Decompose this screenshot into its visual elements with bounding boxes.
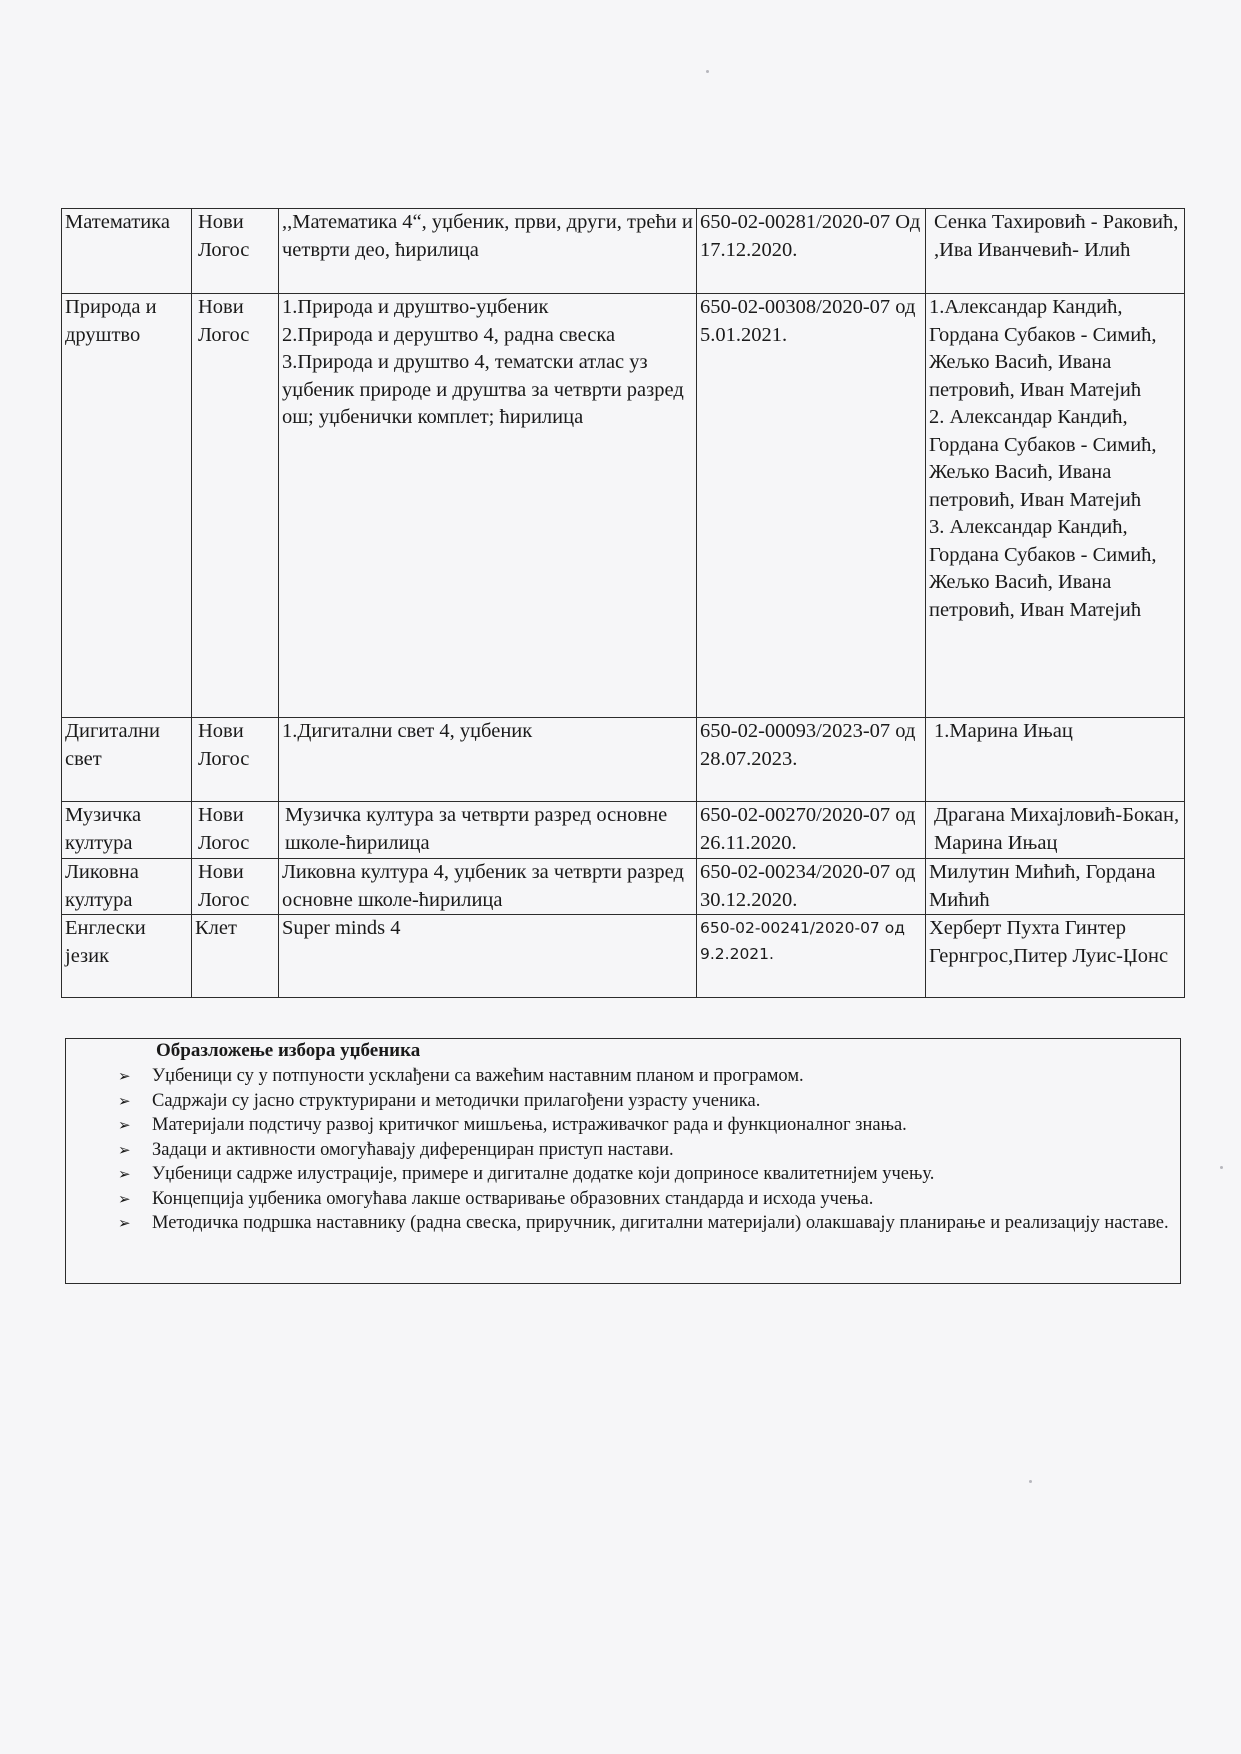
rationale-item: ➢ Уџбеници су у потпуности усклађени са важећим наставним планом и програмом.	[118, 1064, 1170, 1089]
rationale-item: ➢ Материјали подстичу развој критичког мишљења, истраживачког рада и функционалног знања.	[118, 1113, 1170, 1138]
subject-cell: Ликовна култура	[62, 859, 192, 915]
publisher-cell: Нови Логос	[192, 294, 279, 718]
title-cell: Музичка култура за четврти разред основне школе-ћирилица	[279, 802, 697, 859]
title-cell: ,,Математика 4“, уџбеник, први, други, трећи и четврти део, ћирилица	[279, 209, 697, 294]
rationale-item: ➢ Уџбеници садрже илустрације, примере и дигиталне додатке који доприносе квалитетнијем учењу.	[118, 1162, 1170, 1187]
subject-cell: Енглески језик	[62, 915, 192, 998]
publisher-cell: Клет	[192, 915, 279, 998]
author-line: 2. Александар Кандић, Гордана Субаков - Симић, Жељко Васић, Ивана петровић, Иван Матејић	[929, 406, 1157, 511]
publisher-cell: Нови Логос	[192, 802, 279, 859]
authors-cell: 1.Марина Ињац	[926, 718, 1185, 802]
table-row-art	[62, 859, 1185, 915]
title-cell: Ликовна култура 4, уџбеник за четврти разред основне школе-ћирилица	[279, 859, 697, 915]
title-cell	[279, 294, 697, 718]
approval-cell: 650-02-00234/2020-07 од 30.12.2020.	[697, 859, 926, 915]
rationale-item: ➢ Методичка подршка наставнику (радна свеска, приручник, дигитални материјали) олакшавају планирање и реализацију наставе.	[118, 1211, 1170, 1236]
approval-cell: 650-02-00093/2023-07 од 28.07.2023.	[697, 718, 926, 802]
scan-speck	[706, 70, 709, 73]
approval-cell: 650-02-00270/2020-07 од 26.11.2020.	[697, 802, 926, 859]
arrow-bullet-icon: ➢	[118, 1165, 131, 1183]
table-row-english	[62, 915, 1185, 998]
arrow-bullet-icon: ➢	[118, 1214, 131, 1232]
arrow-bullet-icon: ➢	[118, 1091, 131, 1110]
table-row-nature-society	[62, 294, 1185, 718]
scan-speck	[1029, 1480, 1032, 1483]
title-line: 2.Природа и деруштво 4, радна свеска	[282, 323, 616, 346]
authors-cell: Сенка Тахировић - Раковић, ,Ива Иванчевић- Илић	[926, 209, 1185, 294]
scan-speck	[1220, 1166, 1223, 1169]
title-line: 3.Природа и друштво 4, тематски атлас уз уџбеник природе и друштва за четврти разред ош; уџбенички комплет; ћирилица	[282, 351, 684, 428]
publisher-cell: Нови Логос	[192, 718, 279, 802]
table-row-digital-world	[62, 718, 1185, 802]
subject-cell: Музичка култура	[62, 802, 192, 859]
title-line: 1.Природа и друштво-уџбеник	[282, 296, 549, 318]
publisher-cell: Нови Логос	[192, 209, 279, 294]
subject-cell: Математика	[62, 209, 192, 294]
approval-cell: 650-02-00308/2020-07 од 5.01.2021.	[697, 294, 926, 718]
rationale-item: ➢ Садржаји су јасно структурирани и методички прилагођени узрасту ученика.	[118, 1089, 1170, 1114]
table-row-music	[62, 802, 1185, 859]
authors-cell	[926, 294, 1185, 718]
arrow-bullet-icon: ➢	[118, 1067, 131, 1085]
approval-cell: 650-02-00241/2020-07 од 9.2.2021.	[697, 915, 926, 998]
title-cell: 1.Дигитални свет 4, уџбеник	[279, 718, 697, 802]
subject-cell: Природа и друштво	[62, 294, 192, 718]
approval-cell: 650-02-00281/2020-07 Од 17.12.2020.	[697, 209, 926, 294]
author-line: 3. Александар Кандић, Гордана Субаков - Симић, Жељко Васић, Ивана петровић, Иван Матејић	[929, 516, 1157, 621]
arrow-bullet-icon: ➢	[118, 1116, 131, 1134]
table-row-mathematics	[62, 209, 1185, 294]
subject-cell: Дигитални свет	[62, 718, 192, 802]
authors-cell: Драгана Михајловић-Бокан, Марина Ињац	[926, 802, 1185, 859]
arrow-bullet-icon: ➢	[118, 1140, 131, 1159]
authors-cell: Милутин Мићић, Гордана Мићић	[926, 859, 1185, 915]
authors-cell: Херберт Пухта Гинтер Гернгрос,Питер Луис-Џонс	[926, 915, 1185, 998]
title-cell: Super minds 4	[279, 915, 697, 998]
rationale-item: ➢ Задаци и активности омогућавају диференциран приступ настави.	[118, 1138, 1170, 1163]
textbook-table	[61, 208, 1185, 998]
rationale-box	[65, 1038, 1181, 1284]
arrow-bullet-icon: ➢	[118, 1189, 131, 1208]
rationale-item: ➢ Концепција уџбеника омогућава лакше остваривање образовних стандарда и исхода учења.	[118, 1187, 1170, 1212]
author-line: 1.Александар Кандић, Гордана Субаков - Симић, Жељко Васић, Ивана петровић, Иван Матејић	[929, 296, 1157, 401]
rationale-heading: Образложење избора уџбеника	[156, 1040, 421, 1061]
publisher-cell: Нови Логос	[192, 859, 279, 915]
rationale-list	[118, 1064, 1170, 1236]
